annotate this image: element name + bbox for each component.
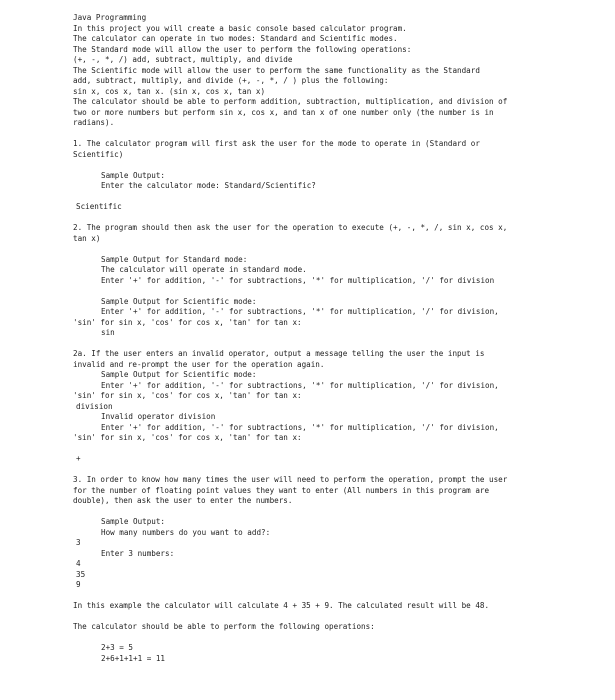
intro-line: The calculator should be able to perform addition, subtraction, multiplication, and division of — [73, 97, 508, 106]
step2-std-line: Enter '+' for addition, '-' for subtractions, '*' for multiplication, '/' for division — [101, 275, 495, 285]
intro-line: The Scientific mode will allow the user to perform the same functionality as the Standard — [73, 65, 480, 75]
step3-prompt: How many numbers do you want to add?: — [101, 527, 271, 537]
step3-line: 3. In order to know how many times the user will need to perform the operation, prompt the user — [73, 475, 508, 484]
step1-sample-prompt: Enter the calculator mode: Standard/Scientific? — [101, 181, 316, 190]
intro-line: sin x, cos x, tan x. (sin x, cos x, tan x) — [73, 86, 266, 96]
intro-line: In this project you will create a basic console based calculator program. — [73, 24, 407, 33]
step2a-line: 2a. If the user enters an invalid operator, output a message telling the user the input is — [73, 349, 485, 358]
step3-number-input: 4 — [76, 559, 81, 568]
example-line: In this example the calculator will calculate 4 + 35 + 9. The calculated result will be 48. — [73, 601, 490, 610]
step2-std-label: Sample Output for Standard mode: — [101, 254, 248, 264]
step2-line: 2. The program should then ask the user for the operation to execute (+, -, *, /, sin x, cos x, — [73, 223, 508, 232]
step2a-error-message: Invalid operator division — [101, 412, 216, 421]
step2a-prompt-line: 'sin' for sin x, 'cos' for cos x, 'tan' for tan x: — [73, 391, 302, 400]
intro-line: add, subtract, multiply, and divide (+, -, *, / ) plus the following: — [73, 76, 389, 85]
step1-sample-label: Sample Output: — [101, 170, 166, 180]
step3-line: double), then ask the user to enter the numbers. — [73, 496, 293, 505]
step1-user-input: Scientific — [76, 202, 122, 211]
step3-number-input: 9 — [76, 580, 81, 589]
step3-count-input: 3 — [76, 538, 81, 547]
intro-line: (+, -, *, /) add, subtract, multiply, and divide — [73, 55, 293, 64]
step2-sci-line: 'sin' for sin x, 'cos' for cos x, 'tan' for tan x: — [73, 317, 302, 327]
operation-example: 2+3 = 5 — [101, 643, 134, 652]
step3-number-input: 35 — [76, 569, 86, 579]
intro-line: radians). — [73, 118, 115, 127]
step3-sample-label: Sample Output: — [101, 517, 166, 526]
step3-enter-prompt: Enter 3 numbers: — [101, 548, 175, 558]
step1-line: 1. The calculator program will first ask the user for the mode to operate in (Standard or — [73, 139, 480, 148]
step2-sci-input: sin — [101, 328, 115, 337]
step2a-label: Sample Output for Scientific mode: — [101, 370, 257, 379]
intro-line: two or more numbers but perform sin x, cos x, and tan x of one number only (the number is in — [73, 107, 494, 117]
operation-example: 2+6+1+1+1 = 11 — [101, 653, 166, 663]
step2a-prompt-line: Enter '+' for addition, '-' for subtractions, '*' for multiplication, '/' for division, — [101, 422, 499, 432]
operations-intro-line: The calculator should be able to perform the following operations: — [73, 622, 375, 631]
step2a-line: invalid and re-prompt the user for the operation again. — [73, 359, 325, 369]
intro-line: The calculator can operate in two modes: Standard and Scientific modes. — [73, 34, 398, 43]
doc-title: Java Programming — [73, 13, 147, 22]
step2-line: tan x) — [73, 233, 101, 243]
step2-std-line: The calculator will operate in standard mode. — [101, 265, 307, 274]
step2a-user-input: division — [76, 401, 113, 411]
step2a-prompt-line: 'sin' for sin x, 'cos' for cos x, 'tan' for tan x: — [73, 433, 302, 442]
step1-line: Scientific) — [73, 149, 124, 159]
step2-sci-label: Sample Output for Scientific mode: — [101, 296, 257, 306]
step2-sci-line: Enter '+' for addition, '-' for subtractions, '*' for multiplication, '/' for division, — [101, 307, 499, 316]
step3-line: for the number of floating point values they want to enter (All numbers in this program are — [73, 485, 490, 495]
intro-line: The Standard mode will allow the user to perform the following operations: — [73, 44, 412, 54]
step2a-prompt-line: Enter '+' for addition, '-' for subtractions, '*' for multiplication, '/' for division, — [101, 380, 499, 390]
step2a-user-input-2: + — [76, 454, 81, 463]
